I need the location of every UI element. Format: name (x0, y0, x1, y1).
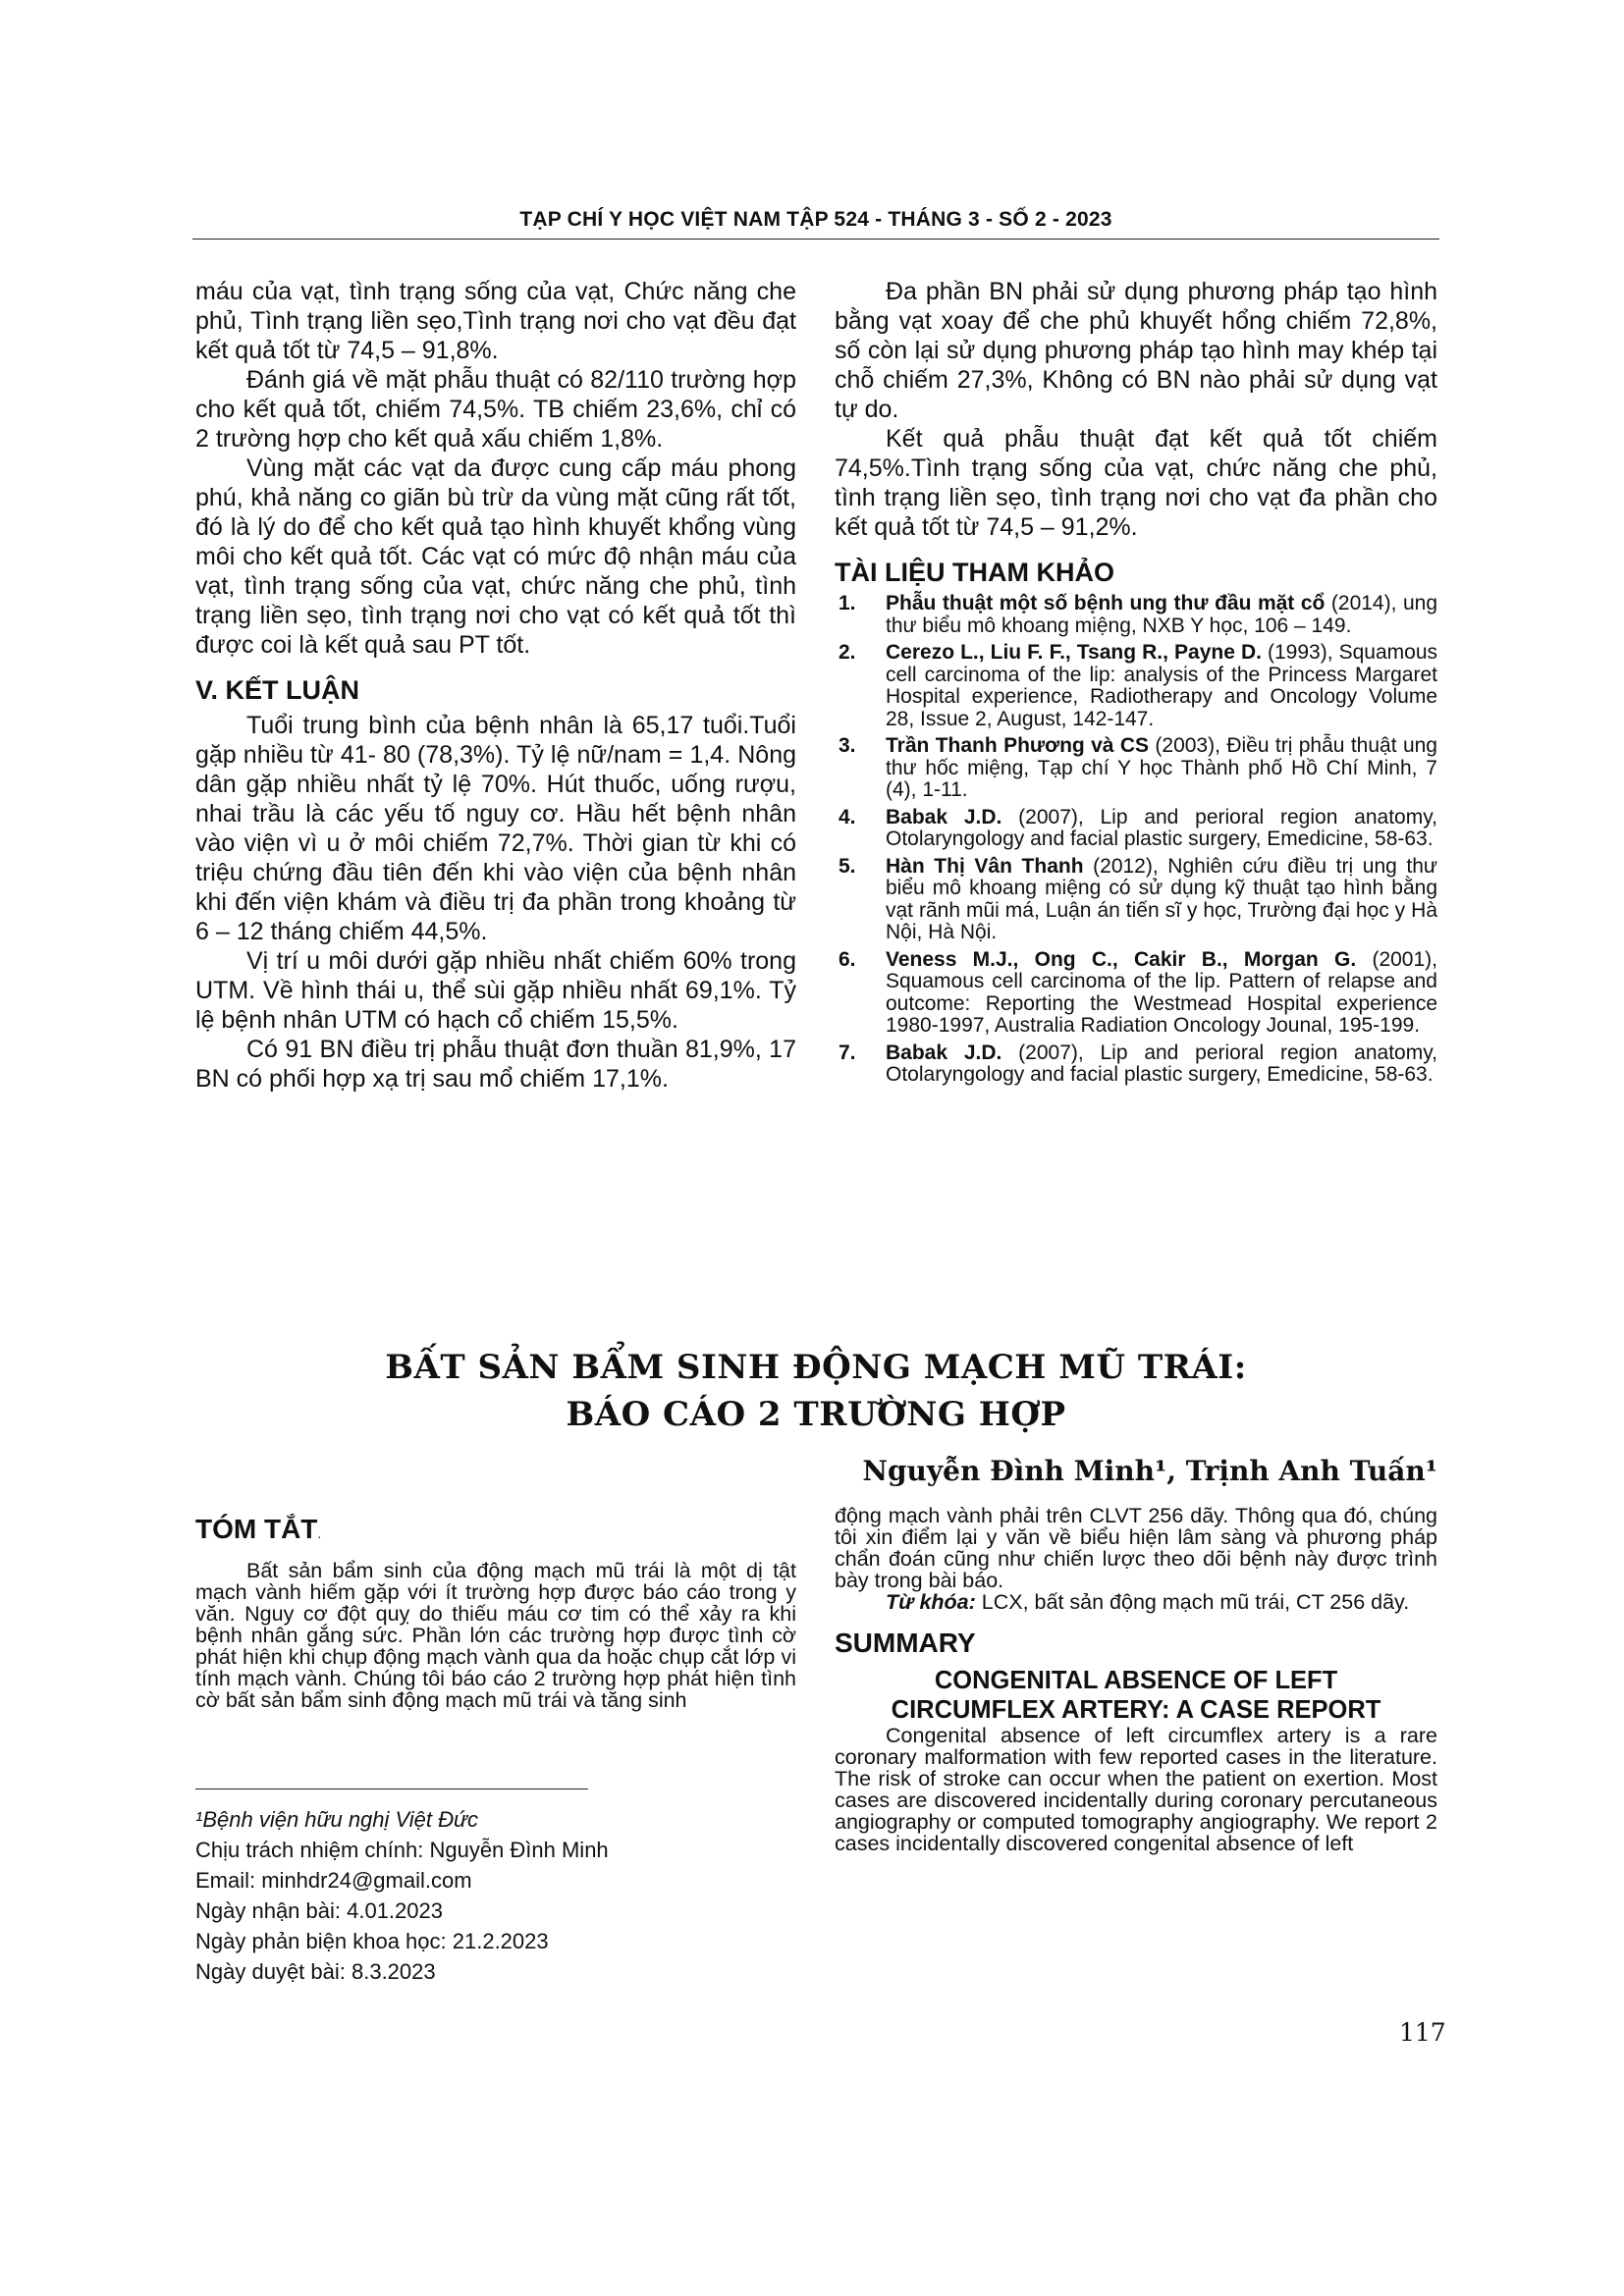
keywords-text: LCX, bất sản động mạch mũ trái, CT 256 dãy. (975, 1590, 1410, 1614)
footnote (195, 1804, 796, 1987)
reference-details: (1993), Squamous cell carcinoma of the lip: analysis of the Princess Margaret Hospital experience, Radiotherapy and Oncology Volume 28, Issue 2, August, 142-147. (886, 641, 1437, 730)
section-heading-conclusion: V. KẾT LUẬN (195, 675, 360, 705)
header-rule (192, 239, 1439, 240)
reference-list (835, 593, 1437, 1087)
article-title-line-2: BÁO CÁO 2 TRƯỜNG HỢP (566, 1395, 1066, 1434)
reference-authors: Babak J.D. (886, 805, 1002, 828)
vietnamese-abstract-continued: động mạch vành phải trên CLVT 256 dãy. Thông qua đó, chúng tôi xin điểm lại y văn về biểu hiện lâm sàng và phương pháp chẩn đoán cũng như chiến lược theo dõi bệnh này được trình bày trong bài báo. (835, 1504, 1437, 1592)
paragraph: Đánh giá về mặt phẫu thuật có 82/110 trường hợp cho kết quả tốt, chiếm 74,5%. TB chiếm 23,6%, chỉ có 2 trường hợp cho kết quả xấu chiếm 1,8%. (195, 366, 796, 453)
reference-authors: Hàn Thị Vân Thanh (886, 854, 1084, 878)
footnote-accepted: Ngày duyệt bài: 8.3.2023 (195, 1959, 436, 1984)
paragraph: Tuổi trung bình của bệnh nhân là 65,17 tuổi.Tuổi gặp nhiều từ 41- 80 (78,3%). Tỷ lệ nữ/nam = 1,4. Nông dân gặp nhiều nhất tỷ lệ 70%. Hút thuốc, uống rượu, nhai trầu là các yếu tố nguy cơ. Hầu hết bệnh nhân vào viện vì u ở môi chiếm 72,7%. Thời gian từ khi có triệu chứng đầu tiên đến khi vào viện của bệnh nhân khi đến viện khám và điều trị đa phần trong khoảng từ 6 – 12 tháng chiếm 44,5%. (195, 712, 796, 945)
footnote-email: Email: minhdr24@gmail.com (195, 1868, 472, 1893)
paragraph: Đa phần BN phải sử dụng phương pháp tạo hình bằng vạt xoay để che phủ khuyết hổng chiếm 72,8%, số còn lại sử dụng phương pháp tạo hình may khép tại chỗ chiếm 27,3%, Không có BN nào phải sử dụng vạt tự do. (835, 278, 1437, 423)
abstract-heading (195, 1513, 796, 1550)
left-column-top (195, 277, 796, 1094)
reference-details: (2014), ung thư biểu mô khoang miệng, NXB Y học, 106 – 149. (886, 592, 1438, 637)
paragraph: Vị trí u môi dưới gặp nhiều nhất chiếm 60% trong UTM. Về hình thái u, thể sùi gặp nhiều nhất 69,1%. Tỷ lệ bệnh nhân UTM có hạch cổ chiếm 15,5%. (195, 947, 796, 1034)
article-title (192, 1344, 1439, 1438)
paragraph: máu của vạt, tình trạng sống của vạt, Chức năng che phủ, Tình trạng liền sẹo,Tình trạng nơi cho vạt đều đạt kết quả tốt từ 74,5 – 91,8%. (195, 278, 796, 364)
summary-heading: SUMMARY (835, 1628, 976, 1658)
page-number: 117 (1399, 2018, 1446, 2047)
abstract-heading-mark: . (317, 1525, 322, 1541)
reference-item (835, 856, 1437, 944)
reference-item (835, 735, 1437, 802)
paragraph: Kết quả phẫu thuật đạt kết quả tốt chiếm 74,5%.Tình trạng sống của vạt, chức năng che phủ, tình trạng liền sẹo, tình trạng nơi cho vạt đa phần cho kết quả tốt từ 74,5 – 91,2%. (835, 425, 1437, 541)
reference-number: 1. (839, 592, 856, 614)
reference-item (835, 593, 1437, 637)
reference-number: 4. (839, 805, 856, 828)
vietnamese-abstract: Bất sản bẩm sinh của động mạch mũ trái là một dị tật mạch vành hiếm gặp với ít trường hợp được báo cáo trong y văn. Nguy cơ đột quỵ do thiếu máu cơ tim có thể xảy ra khi bệnh nhân gắng sức. Phần lớn các trường hợp được tình cờ phát hiện khi chụp động mạch vành qua da hoặc chụp cắt lớp vi tính mạch vành. Chúng tôi báo cáo 2 trường hợp phát hiện tình cờ bất sản bẩm sinh động mạch mũ trái và tăng sinh (195, 1559, 796, 1712)
running-header: TẠP CHÍ Y HỌC VIỆT NAM TẬP 524 - THÁNG 3 - SỐ 2 - 2023 (519, 208, 1112, 231)
reference-item (835, 949, 1437, 1038)
reference-authors: Veness M.J., Ong C., Cakir B., Morgan G. (886, 947, 1357, 971)
right-column-top (835, 277, 1437, 1092)
reference-details: (2007), Lip and perioral region anatomy, Otolaryngology and facial plastic surgery, Emedicine, 58-63. (886, 805, 1437, 850)
reference-details: (2003), Điều trị phẫu thuật ung thư hốc miệng, Tạp chí Y học Thành phố Hồ Chí Minh, 7 (4), 1-11. (886, 734, 1437, 801)
footnote-received: Ngày nhận bài: 4.01.2023 (195, 1898, 443, 1923)
english-title-line-2: CIRCUMFLEX ARTERY: A CASE REPORT (891, 1696, 1381, 1724)
reference-details: (2007), Lip and perioral region anatomy, Otolaryngology and facial plastic surgery, Emedicine, 58-63. (886, 1041, 1437, 1086)
footnote-affiliation: ¹Bệnh viện hữu nghị Việt Đức (195, 1807, 478, 1832)
paragraph: Có 91 BN điều trị phẫu thuật đơn thuần 81,9%, 17 BN có phối hợp xạ trị sau mổ chiếm 17,1%. (195, 1036, 796, 1093)
english-abstract: Congenital absence of left circumflex artery is a rare coronary malformation with few reported cases in the literature. The risk of stroke can occur when the patient on exertion. Most cases are discovered incidentally during coronary percutaneous angiography or computed tomography angiography. We report 2 cases incidentally discovered congenital absence of left (835, 1724, 1437, 1855)
reference-authors: Phẫu thuật một số bệnh ung thư đầu mặt cổ (886, 592, 1326, 614)
footnote-responsible: Chịu trách nhiệm chính: Nguyễn Đình Minh (195, 1838, 609, 1862)
reference-number: 2. (839, 641, 856, 664)
reference-number: 6. (839, 947, 856, 971)
keywords-label: Từ khóa: (886, 1590, 976, 1614)
reference-item (835, 807, 1437, 851)
reference-details: (2012), Nghiên cứu điều trị ung thư biểu mô khoang miệng có sử dụng kỹ thuật tạo hình bằng vạt rãnh mũi má, Luận án tiến sĩ y học, Trường đại học y Hà Nội, Hà Nội. (886, 854, 1437, 943)
article-authors: Nguyễn Đình Minh¹, Trịnh Anh Tuấn¹ (862, 1455, 1437, 1487)
reference-item (835, 1042, 1437, 1087)
reference-authors: Babak J.D. (886, 1041, 1002, 1064)
references-heading: TÀI LIỆU THAM KHẢO (835, 558, 1114, 587)
reference-number: 7. (839, 1041, 856, 1064)
left-column-bottom (195, 1505, 796, 1711)
reference-authors: Trần Thanh Phương và CS (886, 734, 1150, 757)
reference-authors: Cerezo L., Liu F. F., Tsang R., Payne D. (886, 641, 1262, 664)
right-column-bottom (835, 1505, 1437, 1854)
keywords (835, 1591, 1437, 1613)
footnote-reviewed: Ngày phản biện khoa học: 21.2.2023 (195, 1929, 549, 1953)
reference-number: 5. (839, 854, 856, 878)
reference-item (835, 642, 1437, 730)
article-title-line-1: BẤT SẢN BẨM SINH ĐỘNG MẠCH MŨ TRÁI: (385, 1348, 1247, 1387)
reference-number: 3. (839, 734, 856, 757)
english-title-line-1: CONGENITAL ABSENCE OF LEFT (934, 1667, 1338, 1694)
paragraph: Vùng mặt các vạt da được cung cấp máu phong phú, khả năng co giãn bù trừ da vùng mặt cũng rất tốt, đó là lý do để cho kết quả tạo hình khuyết khổng vùng môi cho kết quả tốt. Các vạt có mức độ nhận máu của vạt, tình trạng sống của vạt, chức năng che phủ, tình trạng liền sẹo, tình trạng nơi cho vạt có kết quả tốt thì được coi là kết quả sau PT tốt. (195, 454, 796, 659)
reference-details: (2001), Squamous cell carcinoma of the lip. Pattern of relapse and outcome: Reporting the Westmead Hospital experience 1980-1997, Australia Radiation Oncology Jounal, 195-199. (886, 947, 1437, 1037)
abstract-heading-text: TÓM TẮT (195, 1514, 318, 1544)
